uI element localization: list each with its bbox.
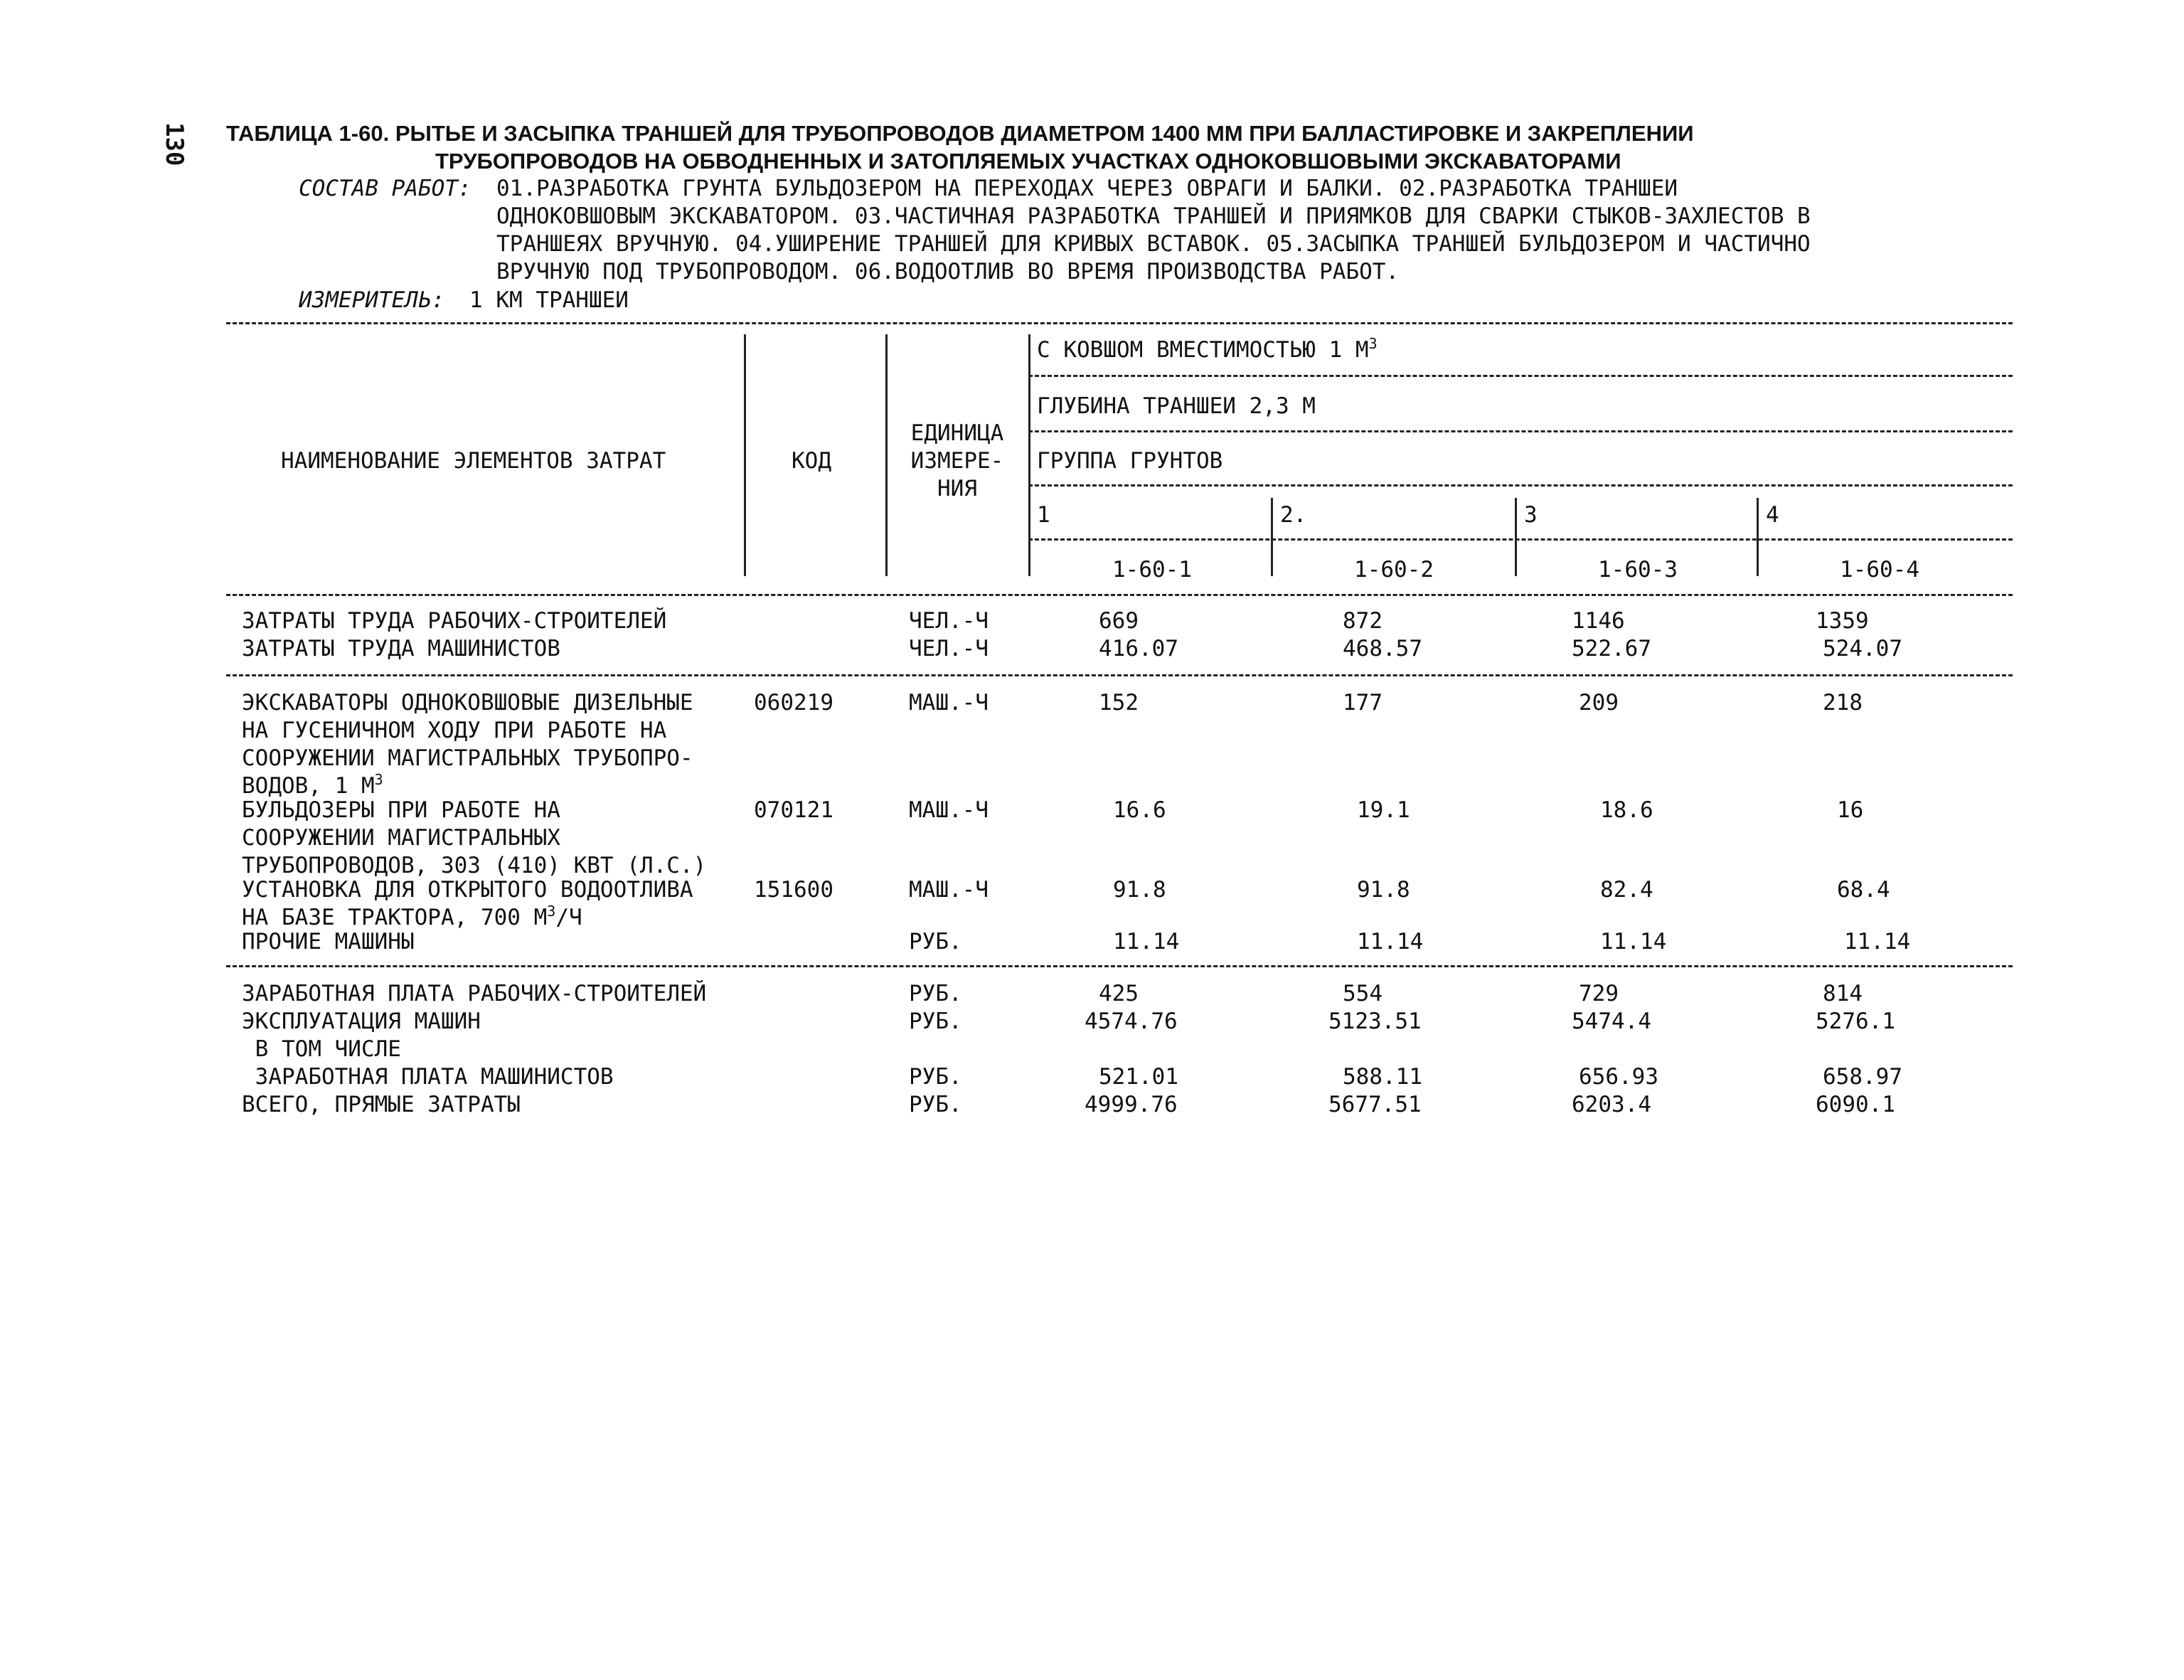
table-cell-value: 91.8: [1113, 877, 1166, 903]
table-cell-value: 19.1: [1357, 797, 1410, 823]
group-divider-2: [1271, 498, 1273, 576]
header-group-3: 3: [1524, 502, 1538, 528]
table-cell-value: 16.6: [1113, 797, 1166, 823]
table-cell-code: 151600: [754, 877, 833, 903]
dewatering-name-sup: 3: [547, 903, 556, 920]
header-name: НАИМЕНОВАНИЕ ЭЛЕМЕНТОВ ЗАТРАТ: [281, 448, 666, 474]
table-cell-unit: РУБ.: [909, 1064, 962, 1090]
section-rule-1: [226, 674, 2013, 676]
table-cell-code: 070121: [754, 797, 833, 823]
header-soil-group: ГРУППА ГРУНТОВ: [1037, 448, 1223, 474]
table-cell-value: 814: [1823, 981, 1863, 1006]
table-cell-unit: МАШ.-Ч: [909, 797, 989, 823]
table-row-cont: [242, 903, 582, 930]
table-cell-value: 4999.76: [1085, 1092, 1178, 1117]
work-composition-label: СОСТАВ РАБОТ:: [299, 176, 472, 201]
header-rule-2: [1028, 430, 2013, 432]
table-cell-value: 11.14: [1113, 929, 1180, 955]
table-cell-unit: РУБ.: [909, 1009, 962, 1034]
header-code: КОД: [792, 448, 831, 474]
col-divider-code-unit: [885, 334, 888, 576]
header-bucket-capacity: [1037, 335, 1378, 363]
table-cell-value: 209: [1579, 690, 1619, 716]
table-row: ПРОЧИЕ МАШИНЫ: [242, 929, 415, 955]
excavator-name-tail: ВОДОВ, 1 М: [242, 773, 375, 799]
table-cell-value: 729: [1579, 981, 1619, 1006]
table-cell-value: 658.97: [1823, 1064, 1902, 1090]
group-divider-4: [1757, 498, 1759, 576]
table-cell-unit: ЧЕЛ.-Ч: [909, 608, 989, 634]
table-cell-value: 5677.51: [1328, 1092, 1422, 1117]
table-cell-value: 6203.4: [1572, 1092, 1651, 1117]
header-rule-1: [1028, 375, 2013, 377]
table-cell-value: 218: [1823, 690, 1863, 716]
table-cell-value: 1359: [1816, 608, 1869, 634]
table-cell-value: 11.14: [1600, 929, 1667, 955]
table-cell-unit: РУБ.: [909, 981, 962, 1006]
table-cell-value: 872: [1343, 608, 1383, 634]
table-row-cont: СООРУЖЕНИИ МАГИСТРАЛЬНЫХ: [242, 825, 560, 851]
measure-label: ИЗМЕРИТЕЛЬ:: [299, 287, 445, 313]
header-code-col-2: 1-60-2: [1354, 557, 1434, 583]
table-cell-value: 68.4: [1837, 877, 1890, 903]
dewatering-name-tail: /Ч: [555, 905, 582, 930]
table-row: ЭКСКАВАТОРЫ ОДНОКОВШОВЫЕ ДИЗЕЛЬНЫЕ: [242, 690, 693, 716]
header-bottom-rule: [226, 594, 2013, 596]
table-cell-value: 521.01: [1099, 1064, 1178, 1090]
work-composition-line-4: ВРУЧНУЮ ПОД ТРУБОПРОВОДОМ. 06.ВОДООТЛИВ ВО ВРЕМЯ ПРОИЗВОДСТВА РАБОТ.: [496, 259, 1400, 285]
table-title-line-1: ТАБЛИЦА 1-60. РЫТЬЕ И ЗАСЫПКА ТРАНШЕЙ ДЛЯ ТРУБОПРОВОДОВ ДИАМЕТРОМ 1400 ММ ПРИ БАЛЛАСТИРОВКЕ И ЗАКРЕПЛЕНИИ: [226, 121, 1694, 146]
excavator-name-sup: 3: [374, 771, 383, 788]
table-row-cont: НА ГУСЕНИЧНОМ ХОДУ ПРИ РАБОТЕ НА: [242, 718, 667, 743]
table-row-cont: ТРУБОПРОВОДОВ, 303 (410) КВТ (Л.С.): [242, 853, 707, 878]
work-composition-line-1: 01.РАЗРАБОТКА ГРУНТА БУЛЬДОЗЕРОМ НА ПЕРЕХОДАХ ЧЕРЕЗ ОВРАГИ И БАЛКИ. 02.РАЗРАБОТКА ТРАНШЕИ: [496, 176, 1678, 201]
table-row-cont: [242, 771, 383, 799]
section-rule-2: [226, 965, 2013, 967]
work-composition-line-3: ТРАНШЕЯХ ВРУЧНУЮ. 04.УШИРЕНИЕ ТРАНШЕЙ ДЛЯ КРИВЫХ ВСТАВОК. 05.ЗАСЫПКА ТРАНШЕЙ БУЛЬДОЗЕРОМ И ЧАСТИЧНО: [496, 231, 1811, 257]
table-cell-value: 11.14: [1844, 929, 1911, 955]
table-top-rule: [226, 322, 2013, 324]
table-cell-value: 524.07: [1823, 636, 1902, 661]
measure-value: 1 КМ ТРАНШЕИ: [469, 287, 629, 313]
table-cell-value: 4574.76: [1085, 1009, 1178, 1034]
table-row: УСТАНОВКА ДЛЯ ОТКРЫТОГО ВОДООТЛИВА: [242, 877, 693, 903]
work-composition-line-2: ОДНОКОВШОВЫМ ЭКСКАВАТОРОМ. 03.ЧАСТИЧНАЯ РАЗРАБОТКА ТРАНШЕЙ И ПРИЯМКОВ ДЛЯ СВАРКИ СТЫКОВ-ЗАХЛЕСТОВ В: [496, 203, 1811, 229]
table-row: ВСЕГО, ПРЯМЫЕ ЗАТРАТЫ: [242, 1092, 521, 1117]
table-row: ЗАТРАТЫ ТРУДА МАШИНИСТОВ: [242, 636, 560, 661]
table-cell-code: 060219: [754, 690, 833, 716]
table-title-line-2: ТРУБОПРОВОДОВ НА ОБВОДНЕННЫХ И ЗАТОПЛЯЕМЫХ УЧАСТКАХ ОДНОКОВШОВЫМИ ЭКСКАВАТОРАМИ: [435, 149, 1621, 174]
table-cell-unit: ЧЕЛ.-Ч: [909, 636, 989, 661]
table-row: ЗАРАБОТНАЯ ПЛАТА РАБОЧИХ-СТРОИТЕЛЕЙ: [242, 981, 707, 1006]
header-unit-line-3: НИЯ: [937, 476, 977, 501]
table-cell-unit: МАШ.-Ч: [909, 877, 989, 903]
table-cell-value: 177: [1343, 690, 1383, 716]
table-row: ЗАТРАТЫ ТРУДА РАБОЧИХ-СТРОИТЕЛЕЙ: [242, 608, 667, 634]
table-row: ЭКСПЛУАТАЦИЯ МАШИН: [242, 1009, 481, 1034]
table-cell-value: 522.67: [1572, 636, 1651, 661]
header-group-4: 4: [1766, 502, 1779, 528]
table-row: БУЛЬДОЗЕРЫ ПРИ РАБОТЕ НА: [242, 797, 560, 823]
table-cell-value: 91.8: [1357, 877, 1410, 903]
table-cell-value: 468.57: [1343, 636, 1422, 661]
table-cell-value: 18.6: [1600, 797, 1653, 823]
table-cell-unit: РУБ.: [909, 929, 962, 955]
table-row: В ТОМ ЧИСЛЕ: [242, 1036, 401, 1062]
table-cell-value: 82.4: [1600, 877, 1653, 903]
table-cell-value: 152: [1099, 690, 1139, 716]
table-cell-value: 5474.4: [1572, 1009, 1651, 1034]
header-rule-3: [1028, 484, 2013, 487]
bucket-text: С КОВШОМ ВМЕСТИМОСТЬЮ 1 М: [1037, 337, 1369, 363]
header-code-col-3: 1-60-3: [1598, 557, 1678, 583]
table-cell-value: 5123.51: [1328, 1009, 1422, 1034]
table-cell-value: 1146: [1572, 608, 1625, 634]
dewatering-name-l2: НА БАЗЕ ТРАКТОРА, 700 М: [242, 905, 548, 930]
table-cell-value: 16: [1837, 797, 1864, 823]
table-row-cont: СООРУЖЕНИИ МАГИСТРАЛЬНЫХ ТРУБОПРО-: [242, 745, 693, 771]
header-code-col-1: 1-60-1: [1112, 557, 1192, 583]
table-cell-unit: МАШ.-Ч: [909, 690, 989, 716]
group-divider-3: [1515, 498, 1517, 576]
table-cell-value: 11.14: [1357, 929, 1424, 955]
header-trench-depth: ГЛУБИНА ТРАНШЕИ 2,3 М: [1037, 393, 1316, 419]
table-cell-value: 669: [1099, 608, 1139, 634]
table-cell-value: 5276.1: [1816, 1009, 1895, 1034]
header-unit-line-2: ИЗМЕРЕ-: [910, 448, 1004, 474]
header-group-1: 1: [1037, 502, 1050, 528]
table-cell-value: 425: [1099, 981, 1139, 1006]
col-divider-name-code: [744, 334, 746, 576]
bucket-sup: 3: [1368, 335, 1378, 352]
table-cell-value: 416.07: [1099, 636, 1178, 661]
table-cell-value: 6090.1: [1816, 1092, 1895, 1117]
header-group-2: 2.: [1280, 502, 1307, 528]
table-cell-value: 588.11: [1343, 1064, 1422, 1090]
header-rule-4: [1028, 538, 2013, 541]
page-number: 130: [160, 122, 188, 166]
table-cell-unit: РУБ.: [909, 1092, 962, 1117]
header-unit-line-1: ЕДИНИЦА: [910, 420, 1004, 446]
table-row: ЗАРАБОТНАЯ ПЛАТА МАШИНИСТОВ: [242, 1064, 614, 1090]
table-cell-value: 656.93: [1579, 1064, 1658, 1090]
header-code-col-4: 1-60-4: [1840, 557, 1919, 583]
table-cell-value: 554: [1343, 981, 1383, 1006]
